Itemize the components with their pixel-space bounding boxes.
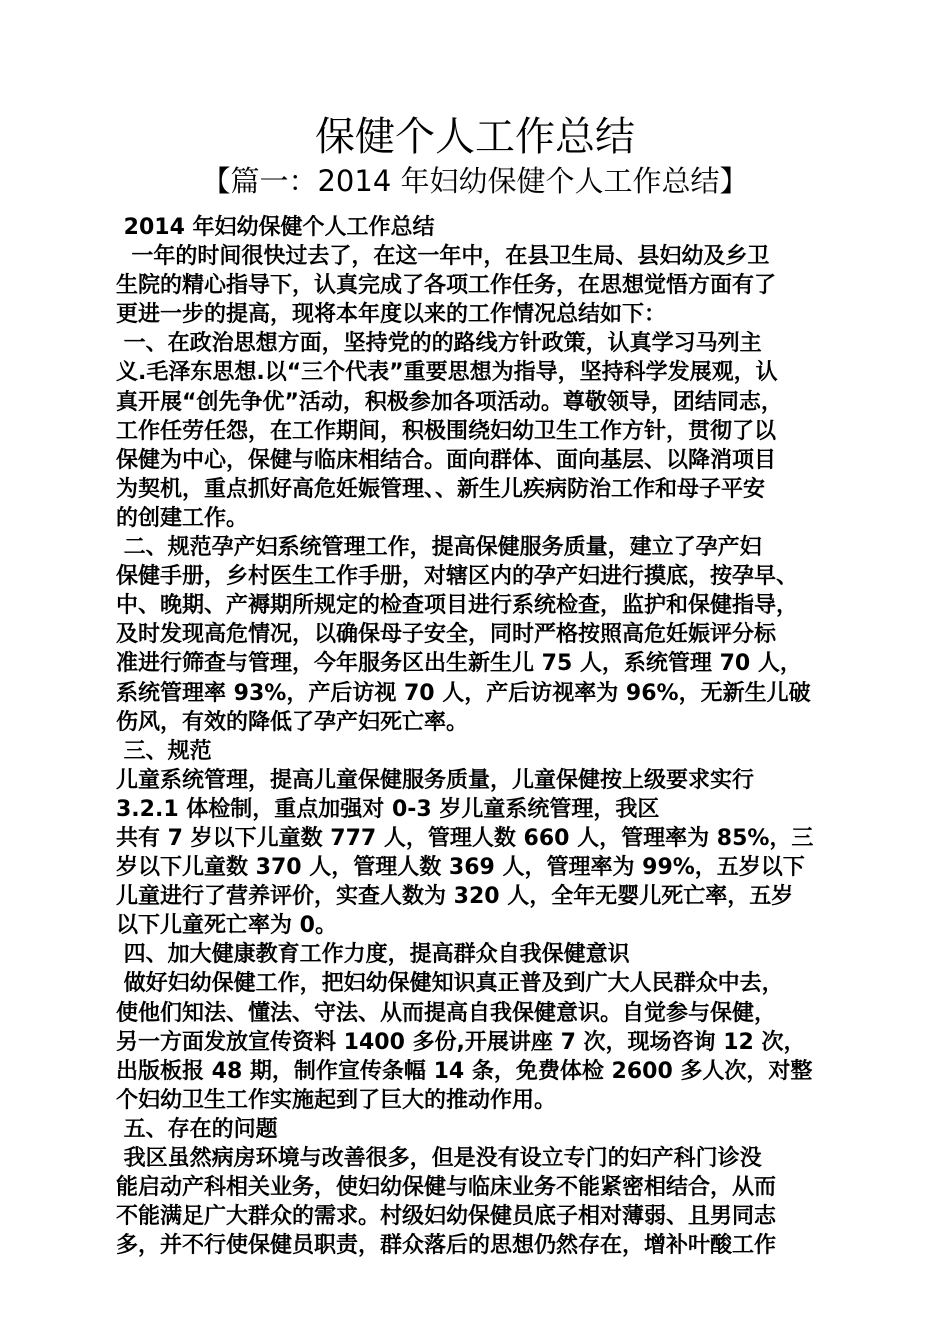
body-line: 及时发现高危情况，以确保母子安全，同时严格按照高危妊娠评分标 [116, 622, 777, 648]
body-line: 儿童系统管理，提高儿童保健服务质量，儿童保健按上级要求实行 [116, 767, 755, 793]
document-body [116, 213, 846, 1260]
body-line: 伤风，有效的降低了孕产妇死亡率。 [116, 709, 469, 735]
body-line: 生院的精心指导下，认真完成了各项工作任务，在思想觉悟方面有了 [116, 273, 777, 299]
body-line: 中、晚期、产褥期所规定的检查项目进行系统检查，监护和保健指导， [116, 593, 799, 619]
body-line: 能启动产科相关业务，使妇幼保健与临床业务不能紧密相结合，从而 [116, 1175, 777, 1201]
body-line: 不能满足广大群众的需求。村级妇幼保健员底子相对薄弱、且男同志 [116, 1204, 777, 1230]
body-line: 出版板报 48 期，制作宣传条幅 14 条，免费体检 2600 多人次，对整 [116, 1058, 813, 1084]
body-line: 做好妇幼保健工作，把妇幼保健知识真正普及到广大人民群众中去， [116, 971, 784, 997]
body-line: 另一方面发放宣传资料 1400 多份,开展讲座 7 次，现场咨询 12 次， [116, 1029, 806, 1055]
body-line: 的创建工作。 [116, 505, 249, 531]
body-line: 岁以下儿童数 370 人，管理人数 369 人，管理率为 99%，五岁以下 [116, 855, 805, 881]
document-title: 保健个人工作总结 [315, 114, 635, 160]
body-line: 更进一步的提高，现将本年度以来的工作情况总结如下： [116, 302, 667, 328]
body-line: 三、规范 [116, 738, 212, 764]
body-line: 保健手册，乡村医生工作手册，对辖区内的孕产妇进行摸底，按孕早、 [116, 564, 799, 590]
body-line: 真开展“创先争优”活动，积极参加各项活动。尊敬领导，团结同志， [116, 389, 783, 415]
body-line: 为契机，重点抓好高危妊娠管理、、新生儿疾病防治工作和母子平安 [116, 476, 766, 502]
body-line: 五、存在的问题 [116, 1116, 278, 1142]
body-line: 3.2.1 体检制，重点加强对 0-3 岁儿童系统管理，我区 [116, 796, 660, 822]
body-line: 准进行筛查与管理，今年服务区出生新生儿 75 人，系统管理 70 人， [116, 651, 802, 677]
body-line: 一年的时间很快过去了，在这一年中，在县卫生局、县妇幼及乡卫 [116, 244, 770, 270]
body-line: 四、加大健康教育工作力度，提高群众自我保健意识 [116, 942, 630, 968]
body-line: 二、规范孕产妇系统管理工作，提高保健服务质量，建立了孕产妇 [116, 535, 762, 561]
body-line: 系统管理率 93%，产后访视 70 人，产后访视率为 96%，无新生儿破 [116, 680, 811, 706]
body-line: 多，并不行使保健员职责，群众落后的思想仍然存在，增补叶酸工作 [116, 1233, 777, 1259]
body-line: 一、在政治思想方面，坚持党的的路线方针政策，认真学习马列主 [116, 331, 762, 357]
body-line: 以下儿童死亡率为 0。 [116, 913, 337, 939]
body-line: 儿童进行了营养评价，实查人数为 320 人，全年无婴儿死亡率，五岁 [116, 884, 794, 910]
body-line: 2014 年妇幼保健个人工作总结 [116, 215, 435, 240]
body-line: 工作任劳任怨，在工作期间，积极围绕妇幼卫生工作方针，贯彻了以 [116, 418, 777, 444]
body-line: 我区虽然病房环境与改善很多，但是没有设立专门的妇产科门诊没 [116, 1146, 762, 1171]
body-line: 义.毛泽东思想.以“三个代表”重要思想为指导，坚持科学发展观，认 [116, 360, 778, 386]
body-line: 个妇幼卫生工作实施起到了巨大的推动作用。 [116, 1087, 557, 1113]
body-line: 使他们知法、懂法、守法、从而提高自我保健意识。自觉参与保健， [116, 1000, 777, 1026]
body-line: 共有 7 岁以下儿童数 777 人，管理人数 660 人，管理率为 85%，三 [116, 825, 814, 851]
body-line: 保健为中心，保健与临床相结合。面向群体、面向基层、以降消项目 [116, 447, 777, 473]
document-subtitle: 【篇一：2014 年妇幼保健个人工作总结】 [201, 164, 749, 198]
